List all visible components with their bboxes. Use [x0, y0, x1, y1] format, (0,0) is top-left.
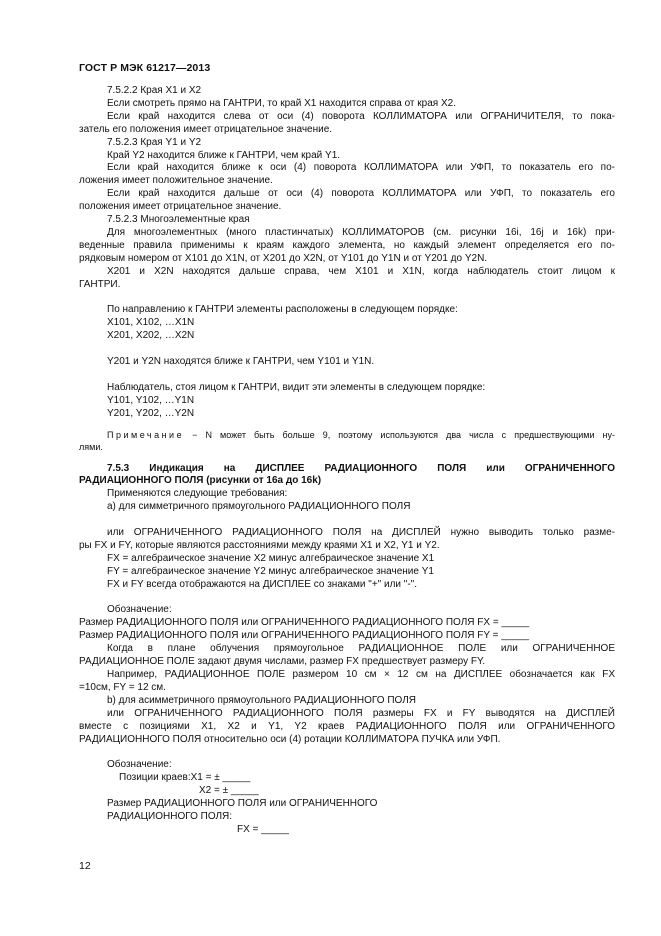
clause-heading: 7.5.2.2 Края X1 и X2 [107, 85, 202, 96]
note-line: лями. [79, 442, 103, 453]
paragraph-line: рядковым номером от X101 до X1N, от X201 до X2N, от Y101 до Y1N и от Y201 до Y2N. [79, 252, 488, 264]
note-text: − N может быть больше 9, поэтому используются два числа с предшествующими ну- [184, 429, 615, 440]
sequence-line: X101, X102, …X1N [107, 317, 195, 329]
label: Обозначение: [107, 604, 172, 616]
designation-line: Размер РАДИАЦИОННОГО ПОЛЯ или ОГРАНИЧЕННОГО [107, 798, 378, 810]
section-title-line: РАДИАЦИОННОГО ПОЛЯ (рисунки от 16а до 16k) [79, 475, 322, 487]
paragraph: Применяются следующие требования: [107, 488, 288, 500]
sequence-line: Y101, Y102, …Y1N [107, 394, 195, 406]
paragraph-line: РАДИАЦИОННОЕ ПОЛЕ задают двумя числами, размер FX предшествует размеру FY. [79, 656, 486, 668]
paragraph-line: ГАНТРИ. [79, 278, 121, 290]
clause-heading: 7.5.2.3 Края Y1 и Y2 [107, 136, 202, 148]
paragraph-line: вместе с позициями X1, X2 и Y1, Y2 краев РАДИАЦИОННОГО ПОЛЯ или ОГРАНИЧЕННОГО [79, 720, 615, 732]
clause-heading: 7.5.2.3 Многоэлементные края [107, 214, 250, 226]
paragraph-line: ложения имеет положительное значение. [79, 175, 273, 187]
paragraph-line: ры FX и FY, которые являются расстояниями между краями X1 и X2, Y1 и Y2. [79, 539, 440, 551]
section-heading [79, 463, 615, 489]
paragraph: Наблюдатель, стоя лицом к ГАНТРИ, видит эти элементы в следующем порядке: [107, 381, 486, 393]
paragraph-line: Если край находится дальше от оси (4) поворота КОЛЛИМАТОРА или УФП, то показатель его [107, 188, 615, 200]
sequence-line: X201, X202, …X2N [107, 330, 195, 342]
designation-line: X2 = ± _____ [199, 785, 259, 797]
paragraph-line: затель его положения имеет отрицательное значение. [79, 123, 333, 135]
paragraph: Если смотреть прямо на ГАНТРИ, то край X1 находится справа от края X2. [107, 97, 456, 109]
formula-line: FY = алгебраическое значение Y2 минус алгебраическое значение Y1 [107, 565, 434, 577]
paragraph-line: X201 и X2N находятся дальше справа, чем X101 и X1N, когда наблюдатель стоит лицом к [107, 265, 615, 277]
paragraph-line: положения имеет отрицательное значение. [79, 201, 282, 213]
page-number: 12 [79, 860, 91, 872]
paragraph-line: Когда в плане облучения прямоугольное РАДИАЦИОННОЕ ПОЛЕ или ОГРАНИЧЕННОЕ [107, 643, 615, 655]
paragraph: Y201 и Y2N находятся ближе к ГАНТРИ, чем Y101 и Y1N. [107, 356, 375, 367]
paragraph-line: или ОГРАНИЧЕННОГО РАДИАЦИОННОГО ПОЛЯ на ДИСПЛЕЙ нужно выводить только разме- [107, 527, 615, 539]
formula-line: FX = алгебраическое значение X2 минус алгебраическое значение X1 [107, 552, 435, 564]
paragraph: FX и FY всегда отображаются на ДИСПЛЕЕ со знаками "+" или "-". [107, 578, 417, 590]
label: Обозначение: [107, 759, 172, 771]
paragraph-line: Для многоэлементных (много пластинчатых) КОЛЛИМАТОРОВ (см. рисунки 16i, 16j и 16k) при- [107, 226, 615, 238]
document-body [79, 85, 615, 837]
list-item: a) для симметричного прямоугольного РАДИАЦИОННОГО ПОЛЯ [107, 501, 411, 513]
paragraph-line: Например, РАДИАЦИОННОЕ ПОЛЕ размером 10 см × 12 см на ДИСПЛЕЕ обозначается как FX [107, 668, 615, 680]
paragraph-line: РАДИАЦИОННОГО ПОЛЯ относительно оси (4) ротации КОЛЛИМАТОРА ПУЧКА или УФП. [79, 733, 501, 745]
note-line [79, 429, 615, 442]
note-label: Примечание [107, 429, 185, 440]
paragraph-line: или ОГРАНИЧЕННОГО РАДИАЦИОННОГО ПОЛЯ размеры FX и FY выводятся на ДИСПЛЕЙ [107, 707, 615, 719]
designation-line: Размер РАДИАЦИОННОГО ПОЛЯ или ОГРАНИЧЕННОГО РАДИАЦИОННОГО ПОЛЯ FX = _____ [79, 617, 530, 629]
section-title-line: 7.5.3 Индикация на ДИСПЛЕЕ РАДИАЦИОННОГО ПОЛЯ или ОГРАНИЧЕННОГО [107, 462, 615, 474]
designation-line: Размер РАДИАЦИОННОГО ПОЛЯ или ОГРАНИЧЕННОГО РАДИАЦИОННОГО ПОЛЯ FY = _____ [79, 630, 530, 642]
designation-line: Позиции краев:X1 = ± _____ [119, 772, 251, 784]
paragraph-line: Если край находится слева от оси (4) поворота КОЛЛИМАТОРА или ОГРАНИЧИТЕЛЯ, то пока- [107, 110, 615, 122]
designation-line: FX = _____ [237, 823, 289, 835]
paragraph: По направлению к ГАНТРИ элементы расположены в следующем порядке: [107, 304, 458, 316]
standard-header: ГОСТ Р МЭК 61217—2013 [79, 62, 211, 74]
designation-line: РАДИАЦИОННОГО ПОЛЯ: [107, 810, 233, 822]
paragraph-line: веденные правила применимы к краям каждого элемента, но каждый элемент определяется его по- [79, 239, 615, 251]
paragraph-line: Если край находится ближе к оси (4) поворота КОЛЛИМАТОРА или УФП, то показатель его по- [107, 162, 615, 174]
list-item: b) для асимметричного прямоугольного РАДИАЦИОННОГО ПОЛЯ [107, 694, 416, 706]
paragraph-line: =10см, FY = 12 см. [79, 681, 166, 693]
paragraph: Край Y2 находится ближе к ГАНТРИ, чем край Y1. [107, 149, 341, 161]
sequence-line: Y201, Y202, …Y2N [107, 407, 195, 419]
